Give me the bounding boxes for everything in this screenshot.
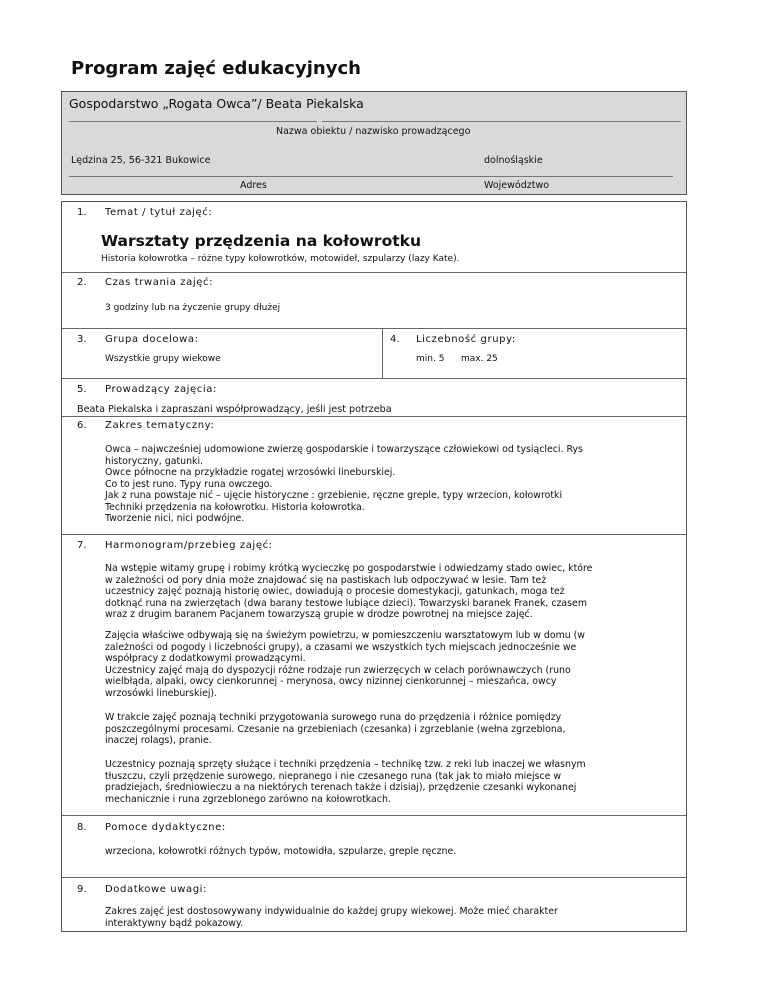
text-line: mechanicznie i runa zgrzeblonego zarówno na kołowrotkach. [105,793,391,805]
text-line: Owce północne na przykładzie rogatej wrzosówki lineburskiej. [105,467,396,478]
section-number: 2. [77,277,87,288]
page-title: Program zajęć edukacyjnych [71,58,361,79]
text-line: wrzosówki lineburskiej). [105,687,218,699]
section-label-notes: Dodatkowe uwagi: [105,884,208,895]
schedule-paragraph [105,563,677,621]
text-line: Uczestnicy zajęć mają do dyspozycji różne rodzaje run zwierzęcych w celach porównawczych (runo [105,664,571,676]
schedule-paragraph [105,712,677,747]
section-number: 4. [390,334,400,345]
text-line: Owca – najwcześniej udomowione zwierzę gospodarskie i towarzyszące człowiekowi od tysiącleci. Rys [105,444,583,455]
text-line: tłuszczu, czyli przędzenie surowego, niepranego i nie czesanego runa (tak jak to miało miejsce w [105,770,562,782]
voivodeship-caption: Województwo [484,180,550,191]
section-number: 5. [77,384,87,395]
section-number: 1. [77,207,87,218]
divider [69,121,317,122]
section-number: 9. [77,884,87,895]
text-line: Zakres zajęć jest dostosowywany indywidualnie do każdej grupy wiekowej. Może mieć charakter [105,906,558,917]
notes-text [105,906,677,929]
section-divider [62,416,686,417]
text-line: w zależności od pory dnia może znajdować się na pastiskach lub odpoczywać w lesie. Tam też [105,574,547,586]
text-line: Uczestnicy poznają sprzęty służące i techniki przędzenia – technikę tzw. z reki lub inaczej we własnym [105,759,586,770]
section-divider [62,534,686,535]
text-line: interaktywny bądź pokazowy. [105,917,244,929]
instructor-value: Beata Piekalska i zapraszani współprowadzący, jeśli jest potrzeba [77,404,392,415]
group-size-max: max. 25 [461,354,498,364]
schedule-paragraph [105,759,677,805]
scope-text [105,444,677,525]
duration-value: 3 godziny lub na życzenie grupy dłużej [105,303,281,313]
section-divider [62,272,686,273]
section-label-topic: Temat / tytuł zajęć: [105,207,213,218]
text-line: współpracy z dodatkowymi prowadzącymi. [105,653,306,664]
section-label-teaching-aids: Pomoce dydaktyczne: [105,822,226,833]
section-divider [62,328,686,329]
section-number: 3. [77,334,87,345]
text-line: Zajęcia właściwe odbywają się na świeżym powietrzu, w pomieszczeniu warsztatowym lub w domu (w [105,630,585,641]
address: Lędzina 25, 56-321 Bukowice [71,155,211,166]
text-line: historyczny, gatunki. [105,455,204,467]
teaching-aids-value: wrzeciona, kołowrotki różnych typów, motowidła, szpularze, greple ręczne. [105,846,457,857]
schedule-paragraph [105,630,677,699]
text-line: dotknąć runa na zwierzętach (dwa barany testowe lubiące dzieci). Towarzyski baranek Franek, czasem [105,597,587,609]
section-divider [62,877,686,878]
text-line: wielbłąda, alpaki, owcy cienkorunnej - merynosa, owcy nizinnej cienkorunnej – mieszańca, owcy [105,676,557,687]
divider [322,121,681,122]
text-line: zależności od pogody i liczebności grupy), a czasami we wszystkich tych miejscach jednocześnie we [105,641,577,653]
section-label-target-group: Grupa docelowa: [105,334,199,345]
farm-caption: Nazwa obiektu / nazwisko prowadzącego [276,126,471,137]
text-line: pradziejach, średniowieczu a na niektórych terenach także i dzisiaj), przędzenie czesanki wykonanej [105,782,577,793]
group-size-min: min. 5 [416,354,445,364]
voivodeship: dolnośląskie [484,155,543,166]
section-divider [62,815,686,816]
section-label-duration: Czas trwania zajęć: [105,277,214,288]
farm-name: Gospodarstwo „Rogata Owca”/ Beata Piekalska [69,96,364,111]
text-line: poszczególnymi procesami. Czesanie na grzebieniach (czesanka) i zgrzeblanie (wełna zgrzeblona, [105,723,566,735]
text-line: wraz z drugim baranem Pacjanem towarzyszą grupie w drodze powrotnej na miejsce zajęć. [105,609,533,620]
section-number: 8. [77,822,87,833]
text-line: Jak z runa powstaje nić – ujęcie historyczne : grzebienie, ręczne greple, typy wrzecion, kołowrotki [105,490,563,501]
section-divider [62,378,686,379]
workshop-title: Warsztaty przędzenia na kołowrotku [101,232,421,250]
divider [69,176,673,177]
text-line: Na wstępie witamy grupę i robimy krótką wycieczkę po gospodarstwie i odwiedzamy stado owiec, które [105,563,593,574]
section-number: 7. [77,540,87,551]
text-line: Techniki przędzenia na kołowrotku. Historia kołowrotka. [105,501,365,513]
section-label-group-size: Liczebność grupy: [416,334,516,345]
workshop-subtitle: Historia kołowrotka – różne typy kołowrotków, motowideł, szpularzy (lazy Kate). [101,254,460,264]
section-label-scope: Zakres tematyczny: [105,420,215,431]
text-line: Co to jest runo. Typy runa owczego. [105,478,273,490]
section-label-schedule: Harmonogram/przebieg zajęć: [105,540,273,551]
text-line: uczestnicy zajęć poznają historię owiec, dowiadują o procesie domestykacji, gatunkach, moga też [105,586,565,597]
section-label-instructor: Prowadzący zajęcia: [105,384,217,395]
text-line: W trakcie zajęć poznają techniki przygotowania surowego runa do przędzenia i różnice pomiędzy [105,712,562,723]
text-line: Tworzenie nici, nici podwójne. [105,513,245,524]
section-number: 6. [77,420,87,431]
address-caption: Adres [240,180,267,191]
target-group-value: Wszystkie grupy wiekowe [105,354,221,364]
column-divider [382,328,383,378]
text-line: inaczej rolags), pranie. [105,735,212,746]
